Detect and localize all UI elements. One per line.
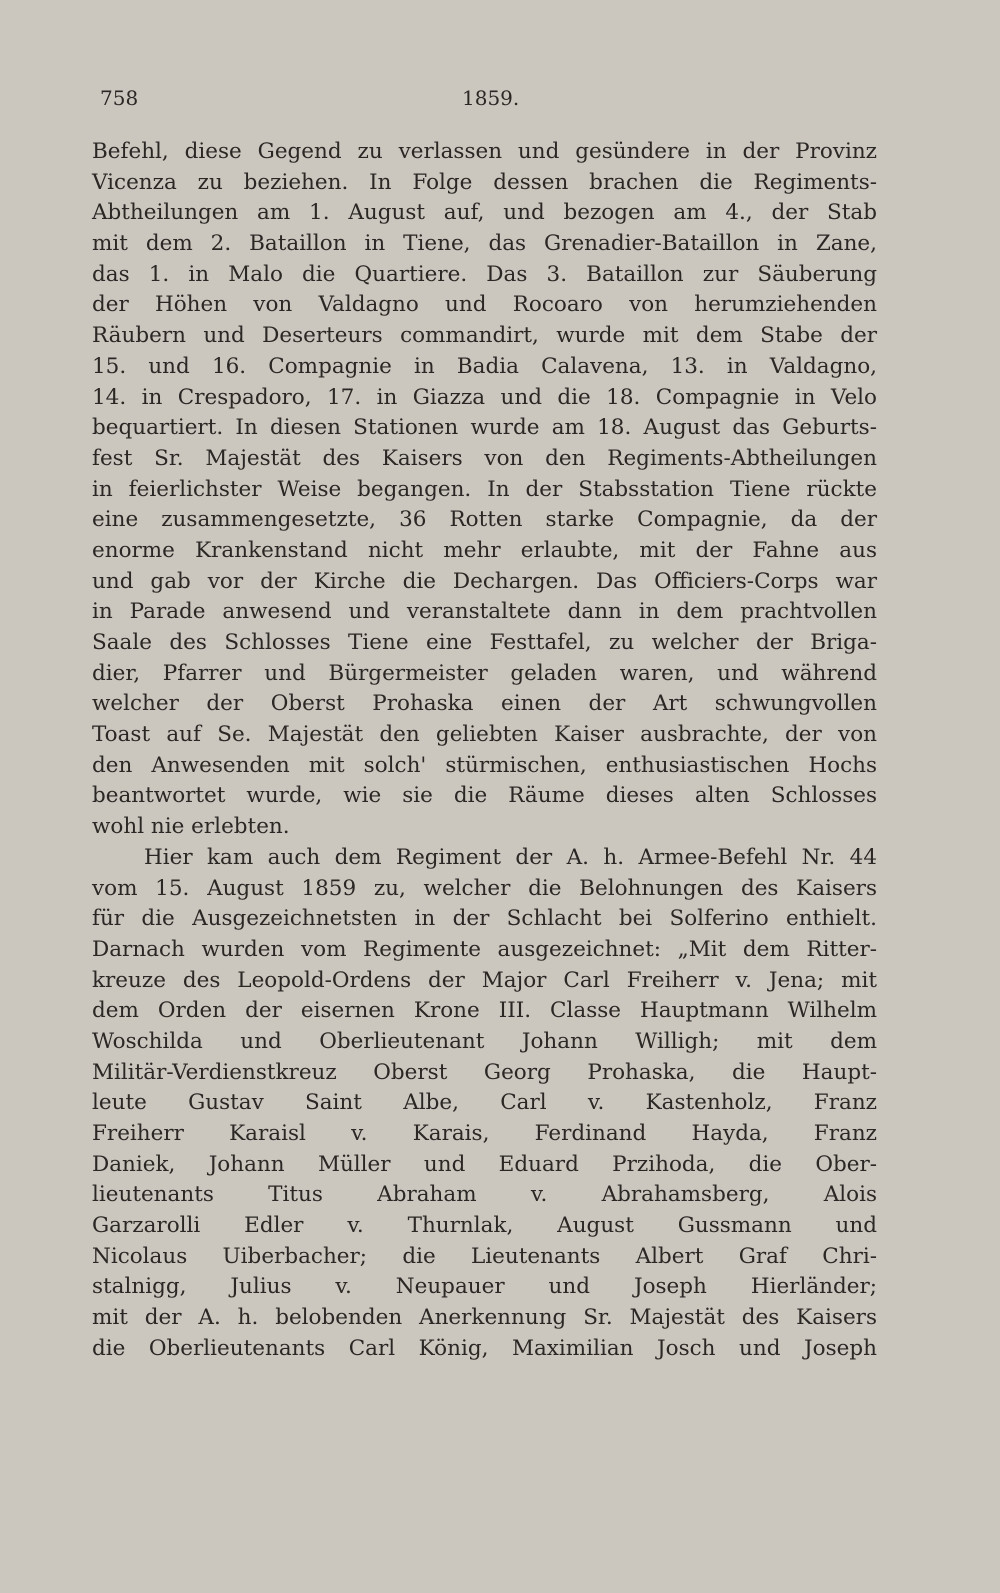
text-line: Toast auf Se. Majestät den geliebten Kaiser ausbrachte, der von bbox=[92, 722, 877, 748]
text-line: lieutenants Titus Abraham v. Abrahamsberg, Alois bbox=[92, 1182, 877, 1208]
text-line: die Oberlieutenants Carl König, Maximilian Josch und Joseph bbox=[92, 1335, 877, 1361]
text-line: Hier kam auch dem Regiment der A. h. Armee-Befehl Nr. 44 bbox=[144, 844, 877, 870]
text-line: und gab vor der Kirche die Dechargen. Das Officiers-Corps war bbox=[92, 568, 877, 594]
running-head-year: 1859. bbox=[462, 86, 520, 110]
text-line: wohl nie erlebten. bbox=[92, 814, 290, 840]
text-line: kreuze des Leopold-Ordens der Major Carl Freiherr v. Jena; mit bbox=[92, 967, 877, 993]
text-line: mit der A. h. belobenden Anerkennung Sr. Majestät des Kaisers bbox=[92, 1305, 877, 1331]
text-line: mit dem 2. Bataillon in Tiene, das Grenadier-Bataillon in Zane, bbox=[92, 231, 877, 257]
text-line: für die Ausgezeichnetsten in der Schlacht bei Solferino enthielt. bbox=[92, 906, 877, 932]
text-line: Woschilda und Oberlieutenant Johann Willigh; mit dem bbox=[92, 1028, 877, 1054]
text-line: eine zusammengesetzte, 36 Rotten starke Compagnie, da der bbox=[92, 507, 877, 533]
page-number: 758 bbox=[100, 86, 139, 110]
text-line: das 1. in Malo die Quartiere. Das 3. Bataillon zur Säuberung bbox=[92, 261, 877, 287]
text-line: Daniek, Johann Müller und Eduard Przihoda, die Ober- bbox=[92, 1151, 877, 1177]
body-text bbox=[92, 137, 877, 1365]
text-line: Saale des Schlosses Tiene eine Festtafel, zu welcher der Briga- bbox=[92, 630, 877, 655]
text-line: beantwortet wurde, wie sie die Räume dieses alten Schlosses bbox=[92, 783, 877, 809]
text-line: Garzarolli Edler v. Thurnlak, August Gussmann und bbox=[92, 1213, 877, 1239]
text-line: Nicolaus Uiberbacher; die Lieutenants Albert Graf Chri- bbox=[92, 1243, 877, 1269]
text-line: welcher der Oberst Prohaska einen der Art schwungvollen bbox=[92, 691, 877, 717]
text-line: enorme Krankenstand nicht mehr erlaubte, mit der Fahne aus bbox=[92, 537, 877, 563]
text-line: Freiherr Karaisl v. Karais, Ferdinand Hayda, Franz bbox=[92, 1121, 877, 1146]
text-line: Räubern und Deserteurs commandirt, wurde mit dem Stabe der bbox=[92, 323, 877, 349]
text-line: Militär-Verdienstkreuz Oberst Georg Prohaska, die Haupt- bbox=[92, 1059, 877, 1085]
text-line: dem Orden der eisernen Krone III. Classe Hauptmann Wilhelm bbox=[92, 998, 877, 1024]
text-line: 15. und 16. Compagnie in Badia Calavena, 13. in Valdagno, bbox=[92, 353, 877, 379]
text-line: Vicenza zu beziehen. In Folge dessen brachen die Regiments- bbox=[92, 169, 877, 195]
text-line: vom 15. August 1859 zu, welcher die Belohnungen des Kaisers bbox=[92, 875, 877, 901]
text-line: dier, Pfarrer und Bürgermeister geladen waren, und während bbox=[92, 660, 877, 686]
text-line: in Parade anwesend und veranstaltete dann in dem prachtvollen bbox=[92, 599, 877, 625]
text-line: Befehl, diese Gegend zu verlassen und gesündere in der Provinz bbox=[92, 139, 877, 164]
text-line: stalnigg, Julius v. Neupauer und Joseph Hierländer; bbox=[92, 1274, 877, 1300]
text-line: Darnach wurden vom Regimente ausgezeichnet: „Mit dem Ritter- bbox=[92, 936, 877, 962]
text-line: bequartiert. In diesen Stationen wurde am 18. August das Geburts- bbox=[92, 415, 877, 441]
text-line: leute Gustav Saint Albe, Carl v. Kastenholz, Franz bbox=[92, 1090, 877, 1116]
text-line: in feierlichster Weise begangen. In der Stabsstation Tiene rückte bbox=[92, 476, 877, 502]
text-line: der Höhen von Valdagno und Rocoaro von herumziehenden bbox=[92, 292, 877, 318]
text-line: fest Sr. Majestät des Kaisers von den Regiments-Abtheilungen bbox=[92, 445, 877, 471]
page-header bbox=[100, 86, 870, 116]
text-line: den Anwesenden mit solch' stürmischen, enthusiastischen Hochs bbox=[92, 752, 877, 778]
text-line: Abtheilungen am 1. August auf, und bezogen am 4., der Stab bbox=[92, 200, 877, 226]
text-line: 14. in Crespadoro, 17. in Giazza und die 18. Compagnie in Velo bbox=[92, 384, 877, 410]
